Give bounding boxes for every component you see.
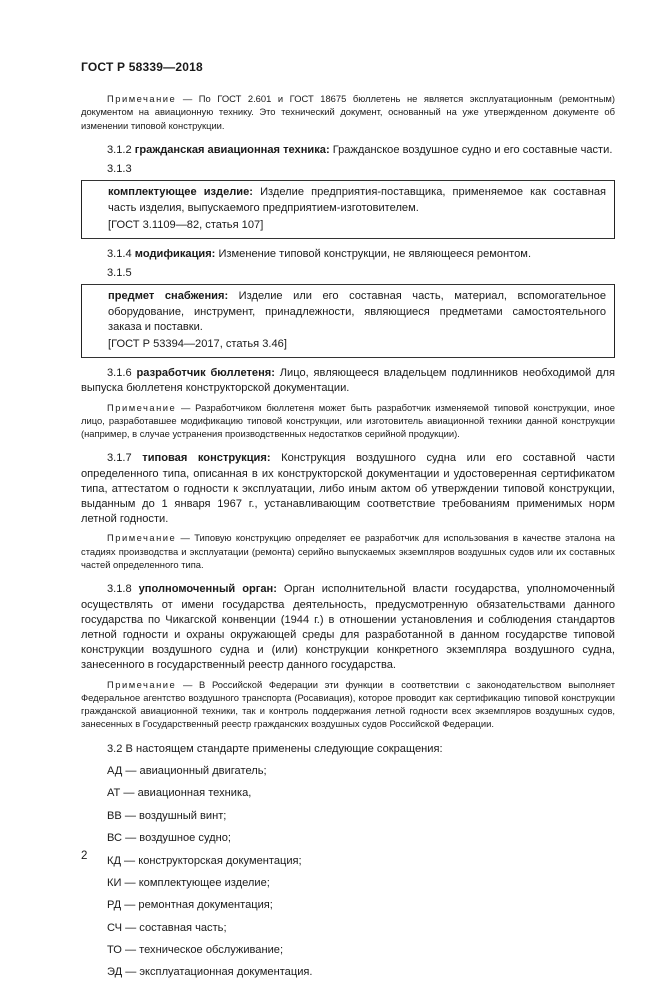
- abbreviation-item: ТО — техническое обслуживание;: [107, 944, 284, 957]
- note-3: [81, 531, 615, 571]
- definition: Орган исполнительной власти государства, уполномоченный осуществлять от имени государства деятельность, предусмотренную обязательствами данного государства по Чикагской конвенции (1944 г.) в отношении установления и соблюдения стандартов летной годности и охраны окружающей среды для разработанной в данном государстве типовой конструкции воздушного судна и (или) конструкции конкретного экземпляра воздушного судна, занесенного в государственный реестр данного государства.: [81, 583, 615, 672]
- clause-3-1-5-number: 3.1.5: [107, 267, 132, 280]
- definition: Конструкция воздушного судна или его составной части определенного типа, описанная в их конструкторской документации и удостоверенная сертификатом типа, аттестатом о годности к эксплуатации, либо иным актом об утверждении типовой конструкции, выданным до 1 января 1967 г., устанавливающим соответствие требованиям применимых норм летной годности.: [81, 452, 616, 526]
- term: комплектующее изделие:: [108, 186, 253, 199]
- clause-3-1-7: [81, 451, 615, 527]
- term: уполномоченный орган:: [138, 583, 277, 596]
- term: гражданская авиационная техника:: [134, 143, 330, 156]
- definition: Изделие предприятия-поставщика, применяемое как составная часть изделия, выпускаемого предприятием-изготовителем.: [108, 186, 606, 214]
- note-text: — Типовую конструкцию определяет ее разработчик для использования в качестве эталона на стадиях производства и эксплуатации (ремонта) серийно выпускаемых экземпляров воздушных судов или их составных частей определенного типа.: [81, 532, 615, 571]
- clause-3-1-3-number: 3.1.3: [107, 163, 132, 176]
- clause-number: 3.1.8: [107, 583, 139, 596]
- note-label: Примечание: [107, 93, 177, 104]
- clause-number: 3.1.6: [107, 367, 137, 380]
- abbreviation-item: ВВ — воздушный винт;: [107, 809, 227, 822]
- clause-number: 3.1.4: [107, 247, 135, 260]
- definition: Лицо, являющееся владельцем подлинников необходимой для выпуска бюллетеня конструкторской документации.: [81, 367, 615, 395]
- definition-box-3-1-5: [81, 284, 615, 358]
- note-text: — По ГОСТ 2.601 и ГОСТ 18675 бюллетень не является эксплуатационным (ремонтным) документом на авиационную технику. Это технический документ, основанный на уже утвержденном документе об изменении типовой конструкции.: [81, 93, 615, 131]
- clause-number: 3.1.2: [107, 143, 135, 156]
- definition-box-3-1-3: [81, 180, 615, 239]
- note-2: [81, 401, 615, 441]
- abbreviation-item: РД — ремонтная документация;: [107, 899, 273, 912]
- note-text: — Разработчиком бюллетеня может быть разработчик изменяемой типовой конструкции, иное лицо, разработавшее модификацию типовой конструкции, или изготовитель авиационной техники данной конструкции (например, в случае устранения производственных недостатков серийной продукции).: [81, 401, 615, 440]
- term: разработчик бюллетеня:: [136, 367, 275, 380]
- abbreviation-item: СЧ — составная часть;: [107, 921, 227, 934]
- clause-3-1-6: [81, 366, 615, 396]
- definition: Изменение типовой конструкции, не являющееся ремонтом.: [215, 247, 532, 260]
- abbreviation-item: КД — конструкторская документация;: [107, 854, 302, 867]
- abbreviation-list: [81, 764, 615, 981]
- term: типовая конструкция:: [142, 452, 271, 465]
- clause-number: 3.1.7: [107, 452, 143, 465]
- document-body: [81, 92, 615, 988]
- note-label: Примечание: [107, 401, 177, 413]
- abbreviation-item: ВС — воздушное судно;: [107, 832, 232, 845]
- clause-3-1-5: [108, 289, 606, 335]
- document-header: ГОСТ Р 58339—2018: [81, 60, 203, 74]
- note-text: — В Российской Федерации эти функции в соответствии с законодательством выполняет Федеральное агентство воздушного транспорта (Росавиация), которое проводит как сертификацию типовой конструкции гражданской авиационной техники, так и контроль поддержания летной годности всех экземпляров воздушных судов, занесенных в Государственный реестр гражданских воздушных судов Российской Федерации.: [81, 678, 615, 730]
- abbreviation-item: ЭД — эксплуатационная документация.: [107, 966, 313, 979]
- clause-3-1-2: [81, 143, 615, 158]
- definition: Изделие или его составная часть, материал, вспомогательное оборудование, инструмент, принадлежности, являющиеся предметами самостоятельного заказа и поставки.: [108, 290, 606, 333]
- definition: Гражданское воздушное судно и его составные части.: [329, 143, 613, 156]
- abbreviation-item: КИ — комплектующее изделие;: [107, 876, 270, 889]
- note-4: [81, 678, 615, 731]
- note-1: [81, 92, 615, 132]
- note-label: Примечание: [107, 532, 177, 544]
- term: предмет снабжения:: [108, 290, 229, 303]
- page-number: 2: [81, 850, 88, 862]
- clause-3-1-4: [81, 247, 615, 262]
- clause-3-1-8: [81, 582, 615, 673]
- abbreviation-item: АД — авиационный двигатель;: [107, 764, 267, 777]
- clause-3-1-3: [108, 185, 606, 215]
- source-reference: [ГОСТ 3.1109—82, статья 107]: [108, 218, 264, 231]
- source-reference: [ГОСТ Р 53394—2017, статья 3.46]: [108, 337, 287, 350]
- clause-3-2: 3.2 В настоящем стандарте применены следующие сокращения:: [107, 742, 443, 755]
- note-label: Примечание: [107, 678, 177, 690]
- abbreviation-item: АТ — авиационная техника,: [107, 787, 252, 800]
- term: модификация:: [134, 247, 216, 260]
